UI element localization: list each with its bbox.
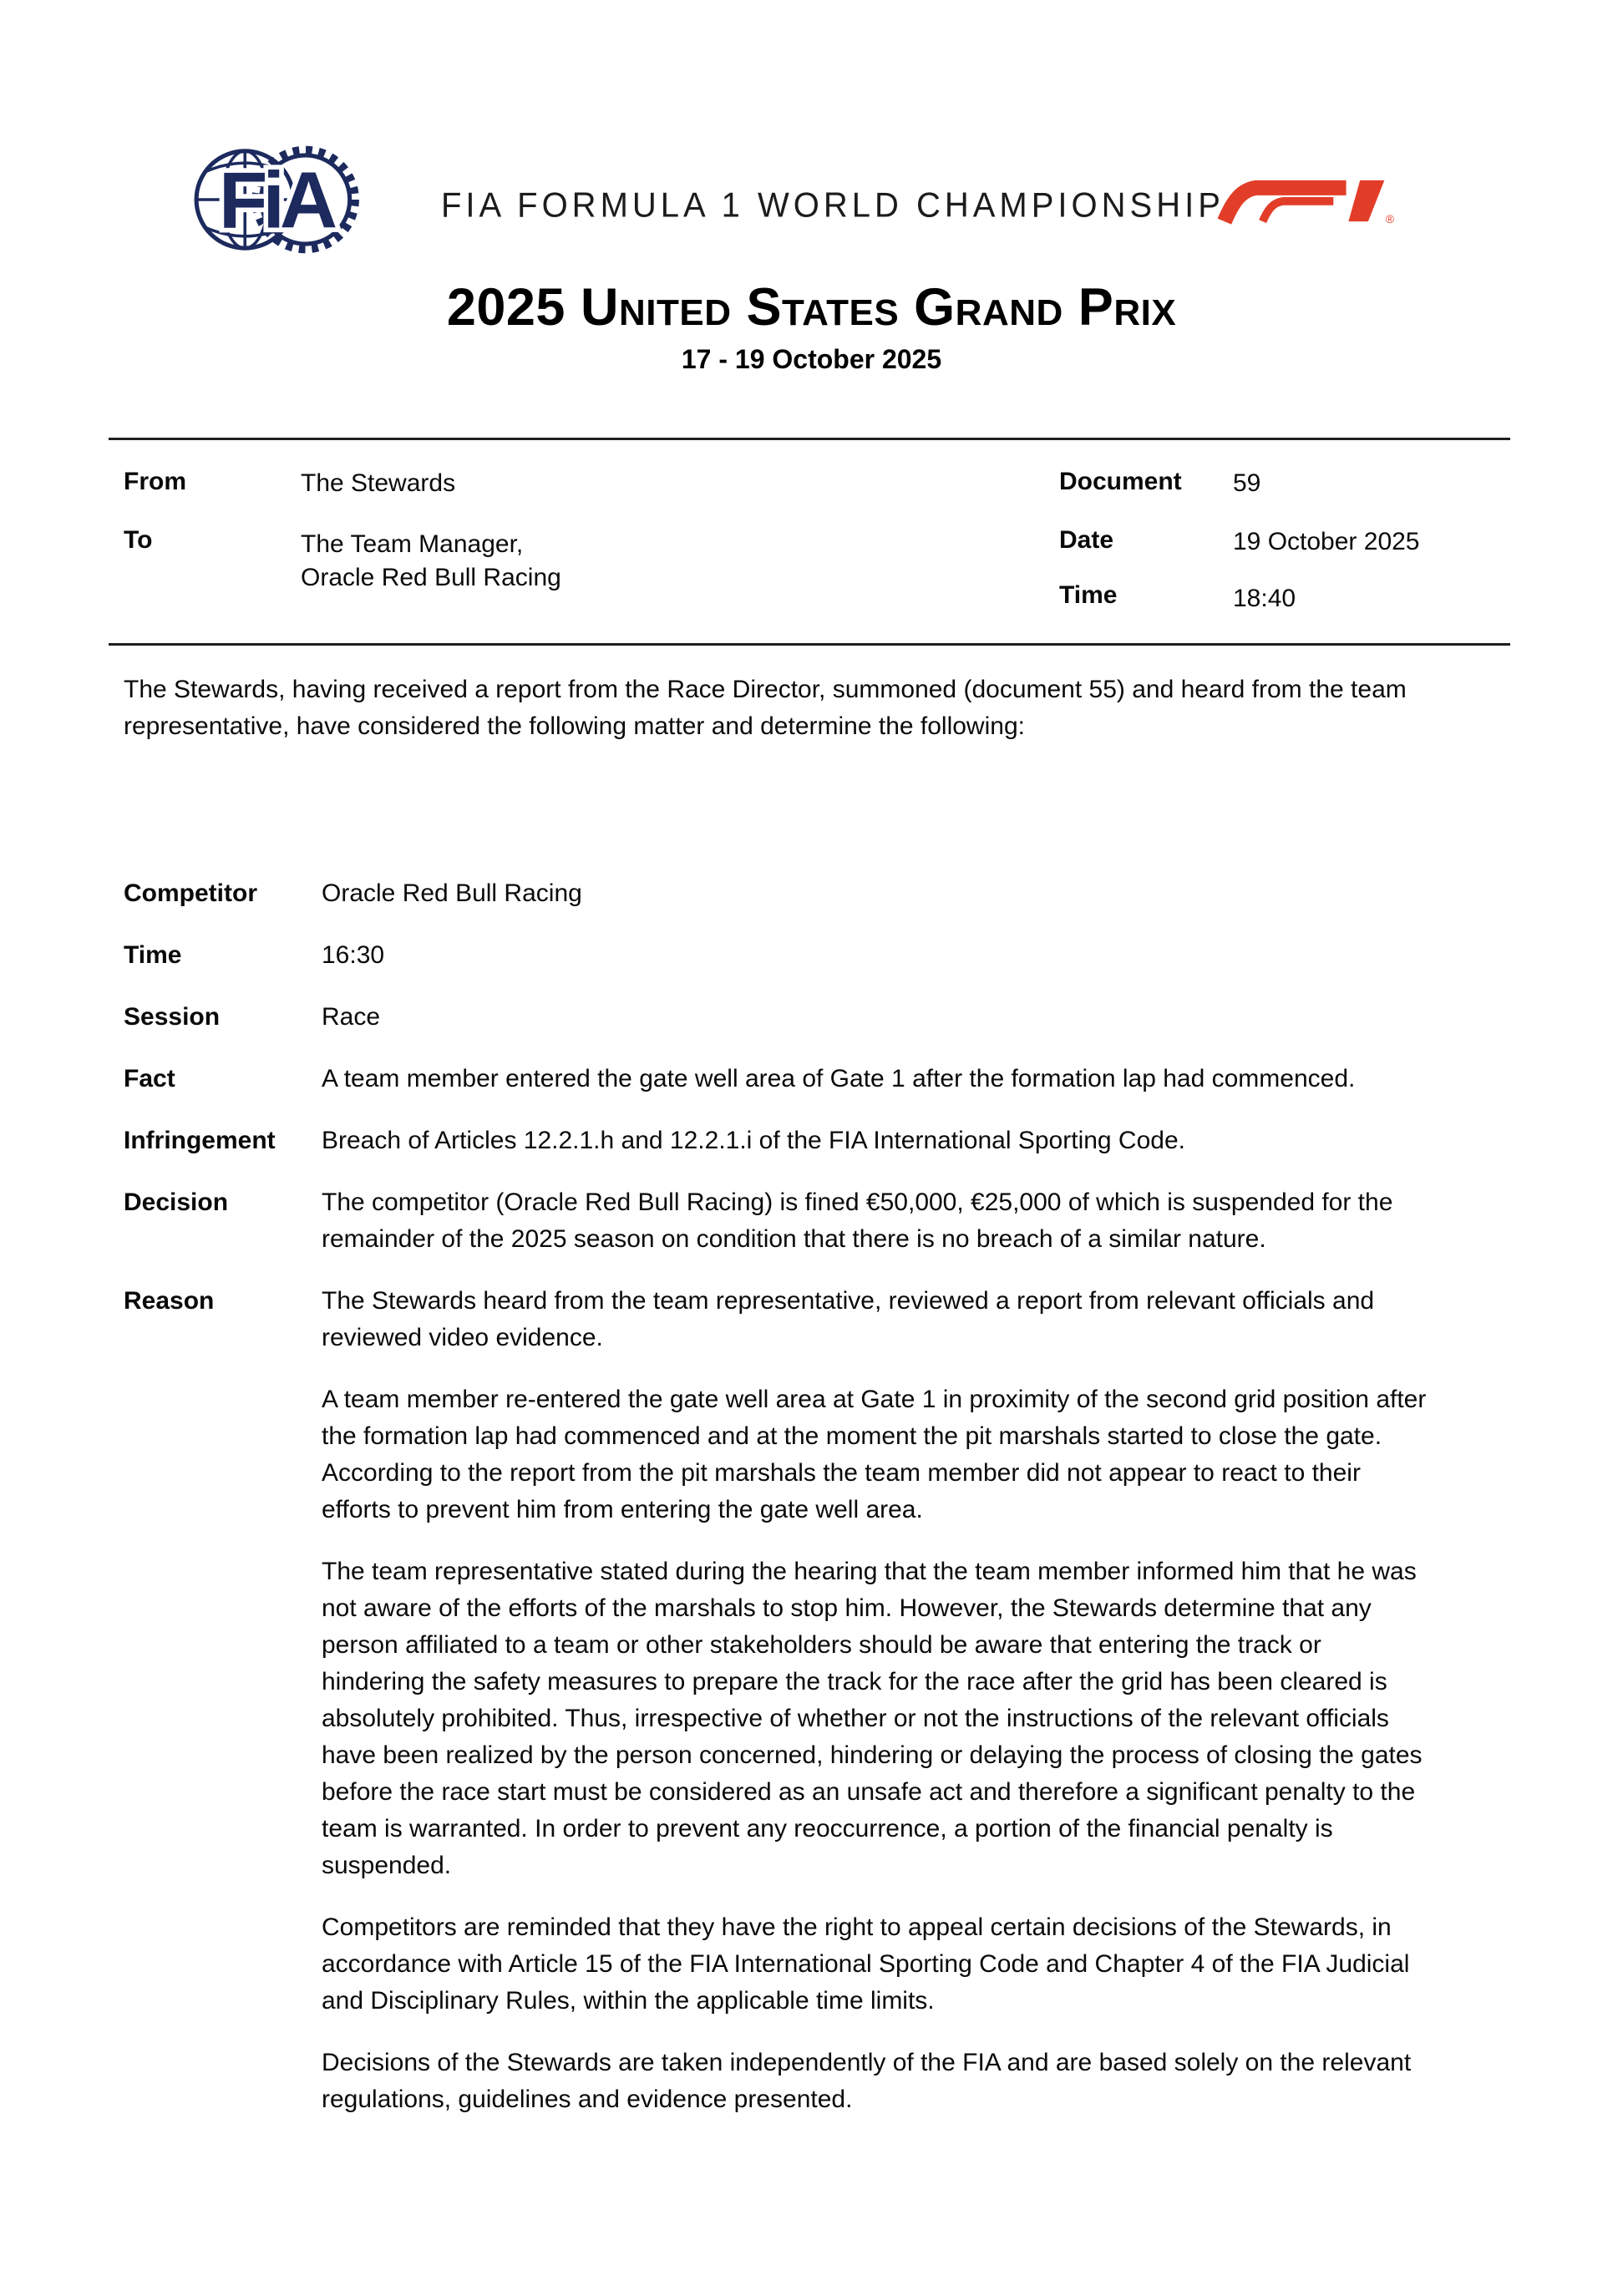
from-value: The Stewards bbox=[301, 469, 456, 497]
decision-value: The competitor (Oracle Red Bull Racing) is fined €50,000, €25,000 of which is suspended for the remainder of the 2025 season on condition that there is no breach of a similar nature. bbox=[322, 1189, 1393, 1253]
infringement-value: Breach of Articles 12.2.1.h and 12.2.1.i of the FIA International Sporting Code. bbox=[322, 1127, 1185, 1154]
intro-paragraph: The Stewards, having received a report from the Race Director, summoned (document 55) and heard from the team representative, have considered the following matter and determine the following: bbox=[124, 676, 1407, 740]
competitor-label: Competitor bbox=[124, 879, 257, 907]
date-value: 19 October 2025 bbox=[1233, 528, 1420, 555]
divider-bottom bbox=[109, 643, 1510, 646]
championship-title: FIA FORMULA 1 WORLD CHAMPIONSHIP bbox=[441, 185, 1225, 226]
decision-label: Decision bbox=[124, 1189, 229, 1216]
field-row-time bbox=[124, 937, 1428, 974]
reason-paragraph-4: Competitors are reminded that they have the right to appeal certain decisions of the Stewards, in accordance with Article 15 of the FIA International Sporting Code and Chapter 4 of the FIA Judicial and Disciplinary Rules, within the applicable time limits. bbox=[322, 1913, 1410, 2015]
event-date-range: 17 - 19 October 2025 bbox=[681, 344, 942, 374]
f1-registered-mark: ® bbox=[1385, 212, 1394, 226]
reason-paragraph-3: The team representative stated during the hearing that the team member informed him that he was not aware of the efforts of the marshals to stop him. However, the Stewards determine that any person affiliated to a team or other stakeholders should be aware that entering the track or hindering the safety measures to prepare the track for the race after the grid has been cleared is absolutely prohibited. Thus, irrespective of whether or not the instructions of the relevant officials have been realized by the person concerned, hindering or delaying the process of closing the gates before the race start must be considered as an unsafe act and therefore a significant penalty to the team is warranted. In order to prevent any reoccurrence, a portion of the financial penalty is suspended. bbox=[322, 1558, 1423, 1879]
divider-top bbox=[109, 438, 1510, 440]
field-row-infringement bbox=[124, 1123, 1428, 1159]
page-title: 2025 United States Grand Prix bbox=[446, 278, 1177, 337]
reason-paragraph-2: A team member re-entered the gate well area at Gate 1 in proximity of the second grid position after the formation lap had commenced and at the moment the pit marshals started to close the gate. According to the report from the pit marshals the team member did not appear to react to their efforts to prevent him from entering the gate well area. bbox=[322, 1386, 1427, 1523]
date-label: Date bbox=[1059, 526, 1114, 554]
reason-paragraph-1: The Stewards heard from the team representative, reviewed a report from relevant officials and reviewed video evidence. bbox=[322, 1287, 1375, 1351]
time-value: 18:40 bbox=[1233, 585, 1296, 612]
incident-time-label: Time bbox=[124, 941, 182, 969]
to-value bbox=[301, 528, 561, 595]
competitor-value: Oracle Red Bull Racing bbox=[322, 879, 582, 907]
document-number: 59 bbox=[1233, 469, 1261, 497]
fact-value: A team member entered the gate well area of Gate 1 after the formation lap had commenced. bbox=[322, 1065, 1356, 1092]
fia-logo-icon bbox=[192, 130, 363, 269]
to-value-line2: Oracle Red Bull Racing bbox=[301, 564, 561, 591]
reason-label: Reason bbox=[124, 1287, 215, 1315]
field-row-session bbox=[124, 999, 1428, 1036]
document-label: Document bbox=[1059, 468, 1182, 495]
from-label: From bbox=[124, 468, 186, 495]
fia-logo-letters: FiA bbox=[218, 155, 333, 246]
incident-time-value: 16:30 bbox=[322, 941, 385, 969]
infringement-label: Infringement bbox=[124, 1127, 276, 1154]
field-row-reason bbox=[124, 1283, 1428, 2118]
field-row-competitor bbox=[124, 875, 1428, 912]
to-value-line1: The Team Manager, bbox=[301, 530, 524, 558]
fact-label: Fact bbox=[124, 1065, 175, 1092]
field-row-fact bbox=[124, 1061, 1428, 1097]
field-row-decision bbox=[124, 1184, 1428, 1258]
session-value: Race bbox=[322, 1003, 381, 1031]
to-label: To bbox=[124, 526, 153, 554]
session-label: Session bbox=[124, 1003, 221, 1031]
reason-paragraph-5: Decisions of the Stewards are taken independently of the FIA and are based solely on the relevant regulations, guidelines and evidence presented. bbox=[322, 2049, 1412, 2113]
f1-logo-icon bbox=[1213, 165, 1398, 229]
time-label: Time bbox=[1059, 581, 1118, 609]
decision-fields bbox=[124, 875, 1428, 2143]
